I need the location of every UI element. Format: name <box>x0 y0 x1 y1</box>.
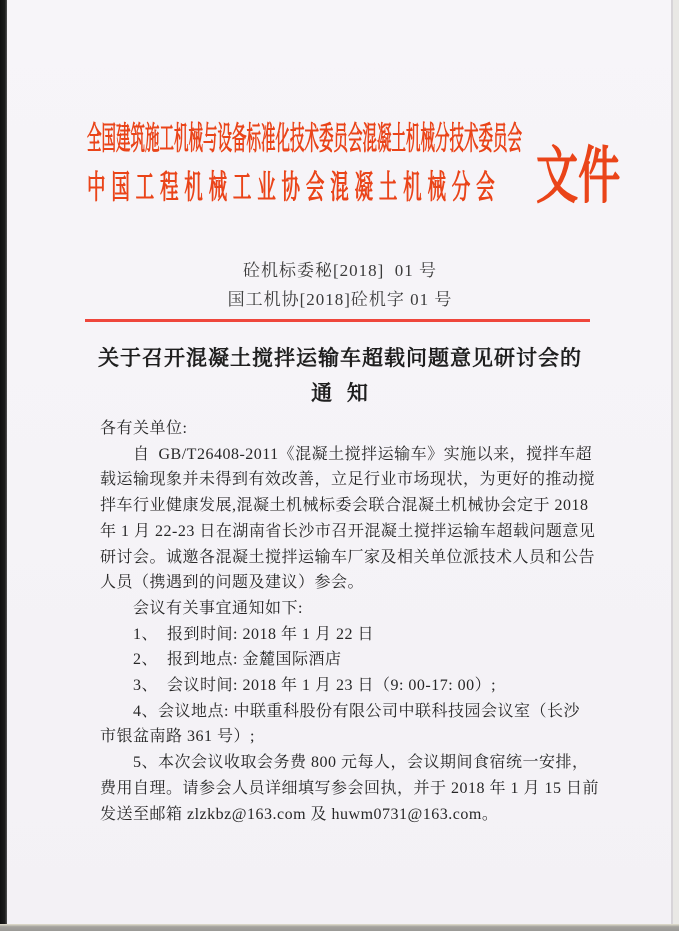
notice-title-line-1: 关于召开混凝土搅拌运输车超载问题意见研讨会的 <box>98 347 582 370</box>
body-line: 人员（携遇到的问题及建议）参会。 <box>100 574 365 592</box>
body-line: 各有关单位: <box>100 420 188 437</box>
body-line: 市银盆南路 361 号）; <box>100 728 255 746</box>
body-line: 发送至邮箱 zlzkbz@163.com 及 huwm0731@163.com。 <box>100 805 499 823</box>
notice-title-line-2: 通 知 <box>311 382 369 405</box>
scan-edge-bottom <box>0 924 679 931</box>
body-line: 载运输现象并未得到有效改善，立足行业市场现状，为更好的推动搅 <box>100 471 596 489</box>
body-line: 拌车行业健康发展,混凝土机械标委会联合混凝土机械协会定于 2018 <box>100 497 589 515</box>
body-line: 5、本次会议收取会务费 800 元每人，会议期间食宿统一安排， <box>133 754 589 772</box>
scanned-page <box>7 0 673 924</box>
body-line: 1、 报到时间: 2018 年 1 月 22 日 <box>133 625 374 643</box>
ref-number-line-2: 国工机协[2018]砼机字 01 号 <box>227 290 453 309</box>
body-line: 年 1 月 22-23 日在湖南省长沙市召开混凝土搅拌运输车超载问题意见 <box>100 522 596 540</box>
notice-body <box>100 416 600 827</box>
org-title-line-1: 全国建筑施工机械与设备标准化技术委员会混凝土机械分技术委员会 <box>87 121 523 157</box>
scan-edge-left <box>0 0 7 925</box>
body-line: 自 GB/T26408-2011《混凝土搅拌运输车》实施以来，搅拌车超 <box>133 445 593 463</box>
body-line: 费用自理。请参会人员详细填写参会回执，并于 2018 年 1 月 15 日前 <box>100 779 600 797</box>
body-line: 4、会议地点: 中联重科股份有限公司中联科技园会议室（长沙 <box>133 702 580 720</box>
document-word: 文件 <box>536 142 621 211</box>
red-divider-rule <box>85 319 590 322</box>
body-line: 3、 会议时间: 2018 年 1 月 23 日（9: 00-17: 00）; <box>133 677 497 695</box>
body-line: 研讨会。诚邀各混凝土搅拌运输车厂家及相关单位派技术人员和公告 <box>100 548 596 566</box>
body-line: 会议有关事宜通知如下: <box>133 599 303 617</box>
ref-number-line-1: 砼机标委秘[2018] 01 号 <box>242 261 438 280</box>
org-title-line-2: 中国工程机械工业协会混凝土机械分会 <box>87 169 501 206</box>
body-line: 2、 报到地点: 金麓国际酒店 <box>133 651 342 669</box>
